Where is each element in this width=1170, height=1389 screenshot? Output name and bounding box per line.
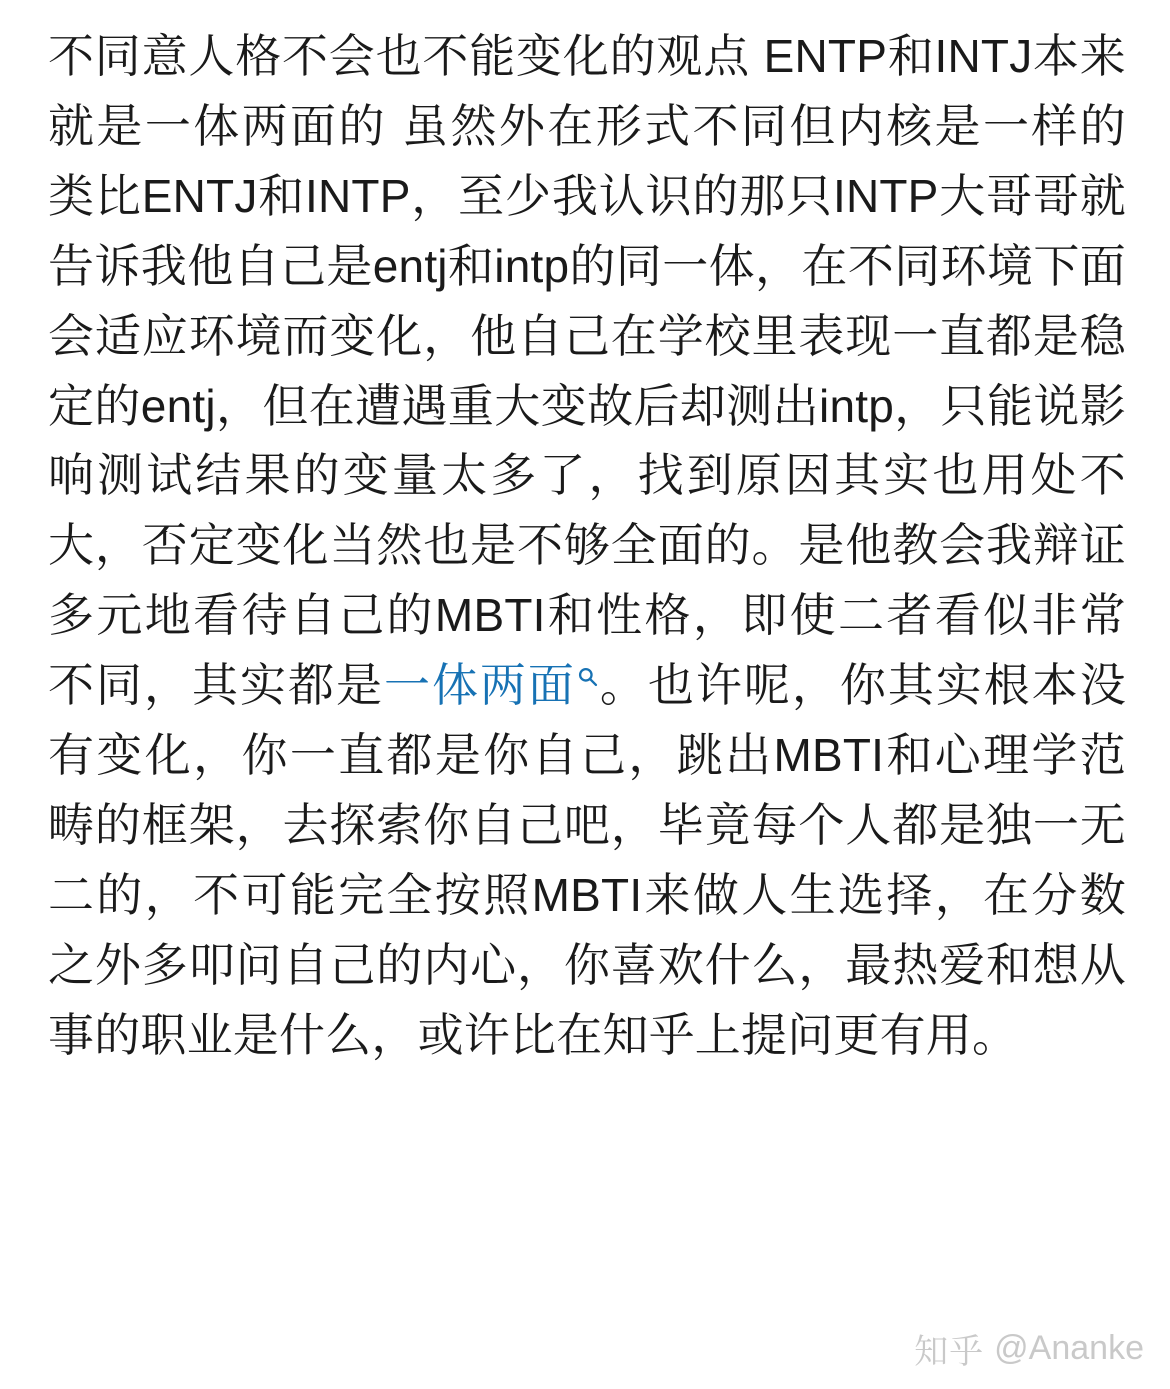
- search-icon: [577, 666, 598, 687]
- answer-content: [48, 22, 1139, 1071]
- answer-text-before-link: 不同意人格不会也不能变化的观点 ENTP和INTJ本来就是一体两面的 虽然外在形式不同但内核是一样的 类比ENTJ和INTP，至少我认识的那只INTP大哥哥就告诉我他自己是entj和intp的同一体，在不同环境下面会适应环境而变化，他自己在学校里表现一直都是稳定的entj，但在遭遇重大变故后却测出intp，只能说影响测试结果的变量太多了，找到原因其实也用处不大，否定变化当然也是不够全面的。是他教会我辩证多元地看待自己的MBTI和性格，即使二者看似非常不同，其实都是: [48, 30, 1139, 712]
- answer-text-after-link: 。也许呢，你其实根本没有变化，你一直都是你自己，跳出MBTI和心理学范畴的框架，去探索你自己吧，毕竟每个人都是独一无二的，不可能完全按照MBTI来做人生选择，在分数之外多叩问自己的内心，你喜欢什么，最热爱和想从事的职业是什么，或许比在知乎上提问更有用。: [48, 659, 1126, 1061]
- inline-search-link[interactable]: [384, 659, 598, 711]
- watermark: [914, 1324, 1144, 1373]
- inline-link-label: 一体两面: [383, 659, 576, 712]
- watermark-logo: 知乎: [914, 1334, 985, 1371]
- watermark-username: @Ananke: [994, 1329, 1144, 1367]
